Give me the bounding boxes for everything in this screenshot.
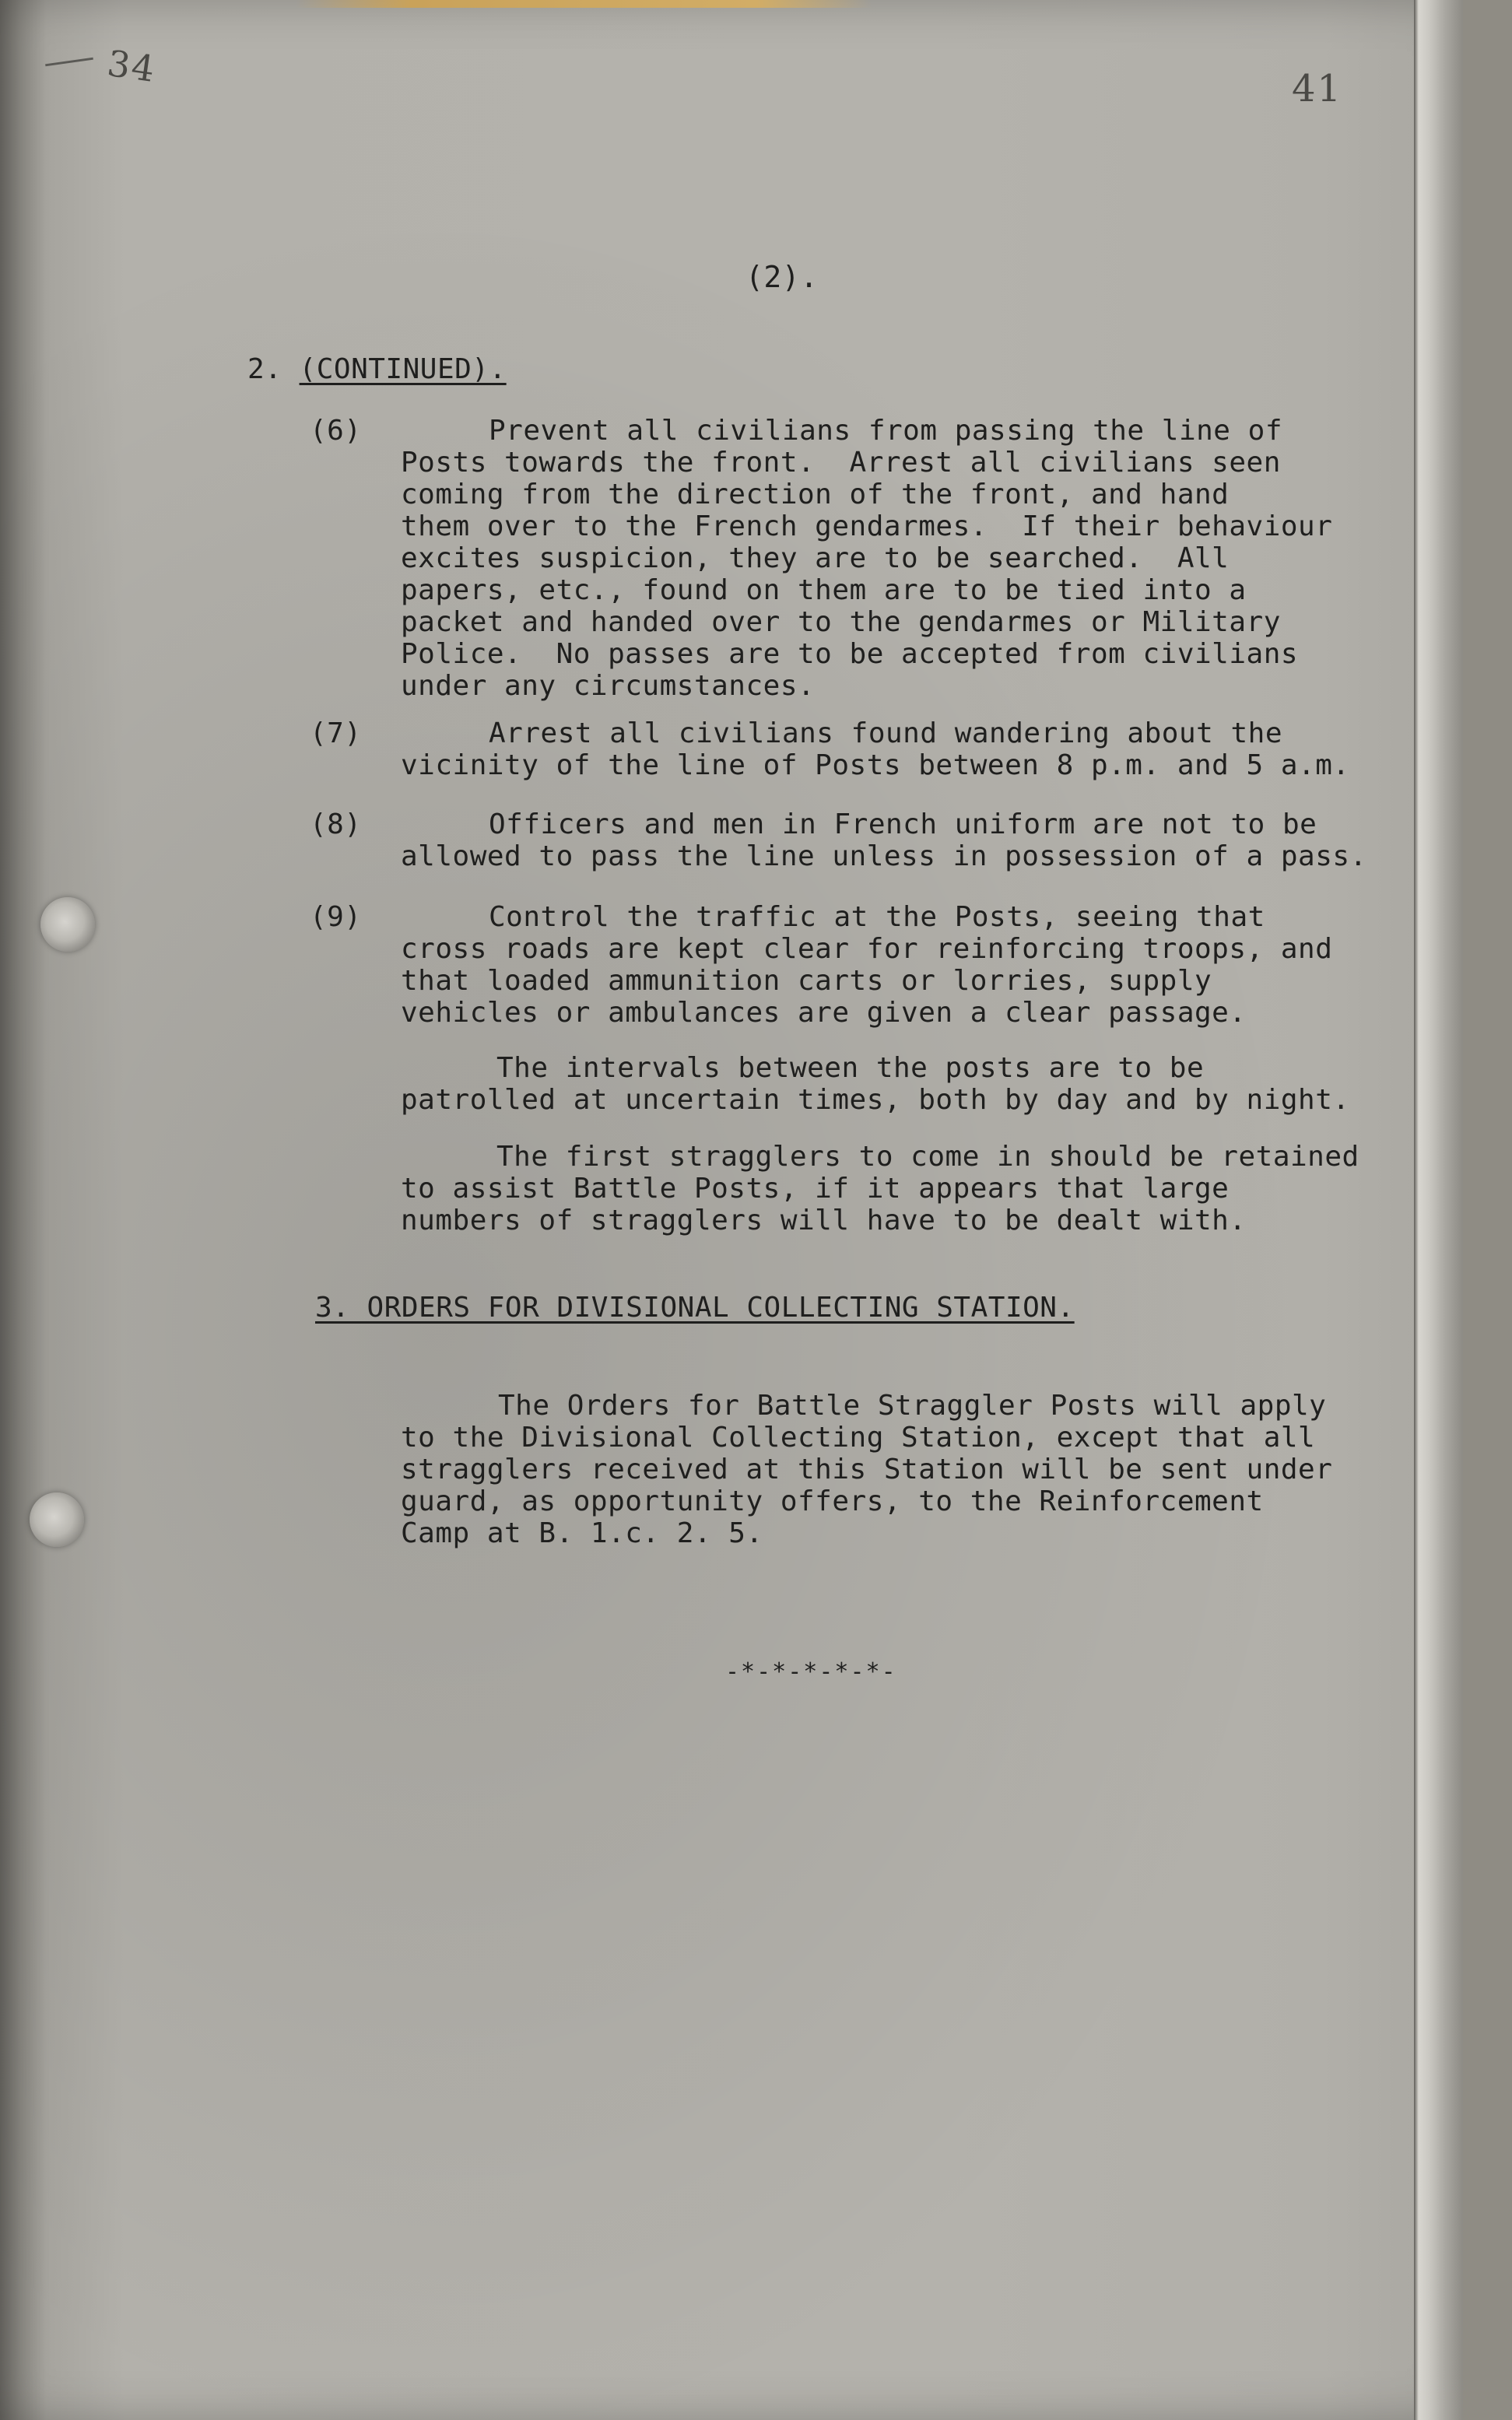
section-3-line-1: The Orders for Battle Straggler Posts will apply: [498, 1390, 1327, 1422]
item-6-line-6: papers, etc., found on them are to be tied into a: [401, 574, 1247, 606]
punch-hole-top: [40, 897, 95, 952]
page-number: (2).: [745, 260, 819, 294]
stragglers-line-3: numbers of stragglers will have to be dealt with.: [401, 1205, 1247, 1236]
stragglers-line-1: The first stragglers to come in should be retained: [496, 1141, 1359, 1173]
intervals-line-2: patrolled at uncertain times, both by day and by night.: [401, 1084, 1350, 1116]
item-6-label: (6): [310, 415, 362, 447]
item-9-line-1: Control the traffic at the Posts, seeing that: [489, 901, 1265, 933]
item-6-line-8: Police. No passes are to be accepted from civilians: [401, 638, 1299, 670]
item-6-line-4: them over to the French gendarmes. If their behaviour: [401, 510, 1333, 542]
section-3-line-3: stragglers received at this Station will be sent under: [401, 1454, 1333, 1485]
punch-hole-bottom: [30, 1492, 84, 1547]
section-2-number: 2.: [247, 353, 282, 385]
intervals-line-1: The intervals between the posts are to be: [496, 1052, 1205, 1084]
section-3-heading: 3. ORDERS FOR DIVISIONAL COLLECTING STATION.: [315, 1292, 1075, 1324]
item-7-line-1: Arrest all civilians found wandering about the: [489, 717, 1282, 749]
item-8-line-1: Officers and men in French uniform are not to be: [489, 808, 1317, 840]
item-9-line-2: cross roads are kept clear for reinforcing troops, and: [401, 933, 1333, 965]
folio-mark: [45, 58, 93, 67]
item-7-line-2: vicinity of the line of Posts between 8 p.m. and 5 a.m.: [401, 749, 1350, 781]
section-3-line-5: Camp at B. 1.c. 2. 5.: [401, 1517, 763, 1549]
item-9-label: (9): [310, 901, 362, 933]
item-8-label: (8): [310, 808, 362, 840]
item-6-line-9: under any circumstances.: [401, 670, 816, 702]
stragglers-line-2: to assist Battle Posts, if it appears that large: [401, 1173, 1230, 1205]
item-9-line-3: that loaded ammunition carts or lorries, supply: [401, 965, 1212, 997]
item-8-line-2: allowed to pass the line unless in possession of a pass.: [401, 840, 1367, 872]
item-6-line-2: Posts towards the front. Arrest all civilians seen: [401, 447, 1281, 479]
section-2-title: (CONTINUED).: [299, 353, 507, 385]
folder-edge-strip: [296, 0, 872, 8]
item-6-line-1: Prevent all civilians from passing the line of: [489, 415, 1282, 447]
item-6-line-7: packet and handed over to the gendarmes or Military: [401, 606, 1281, 638]
folio-number-right: 41: [1292, 67, 1343, 110]
end-divider: -*-*-*-*-*-: [725, 1658, 897, 1685]
item-9-line-4: vehicles or ambulances are given a clear passage.: [401, 997, 1247, 1029]
section-3-line-4: guard, as opportunity offers, to the Reinforcement: [401, 1485, 1264, 1517]
item-7-label: (7): [310, 717, 362, 749]
page-stack-edge: [1414, 0, 1463, 2420]
item-6-line-3: coming from the direction of the front, and hand: [401, 479, 1230, 510]
folio-number-left: 34: [104, 41, 160, 91]
section-3-line-2: to the Divisional Collecting Station, except that all: [401, 1422, 1316, 1454]
section-2-heading: [247, 353, 507, 385]
item-6-line-5: excites suspicion, they are to be searched. All: [401, 542, 1230, 574]
